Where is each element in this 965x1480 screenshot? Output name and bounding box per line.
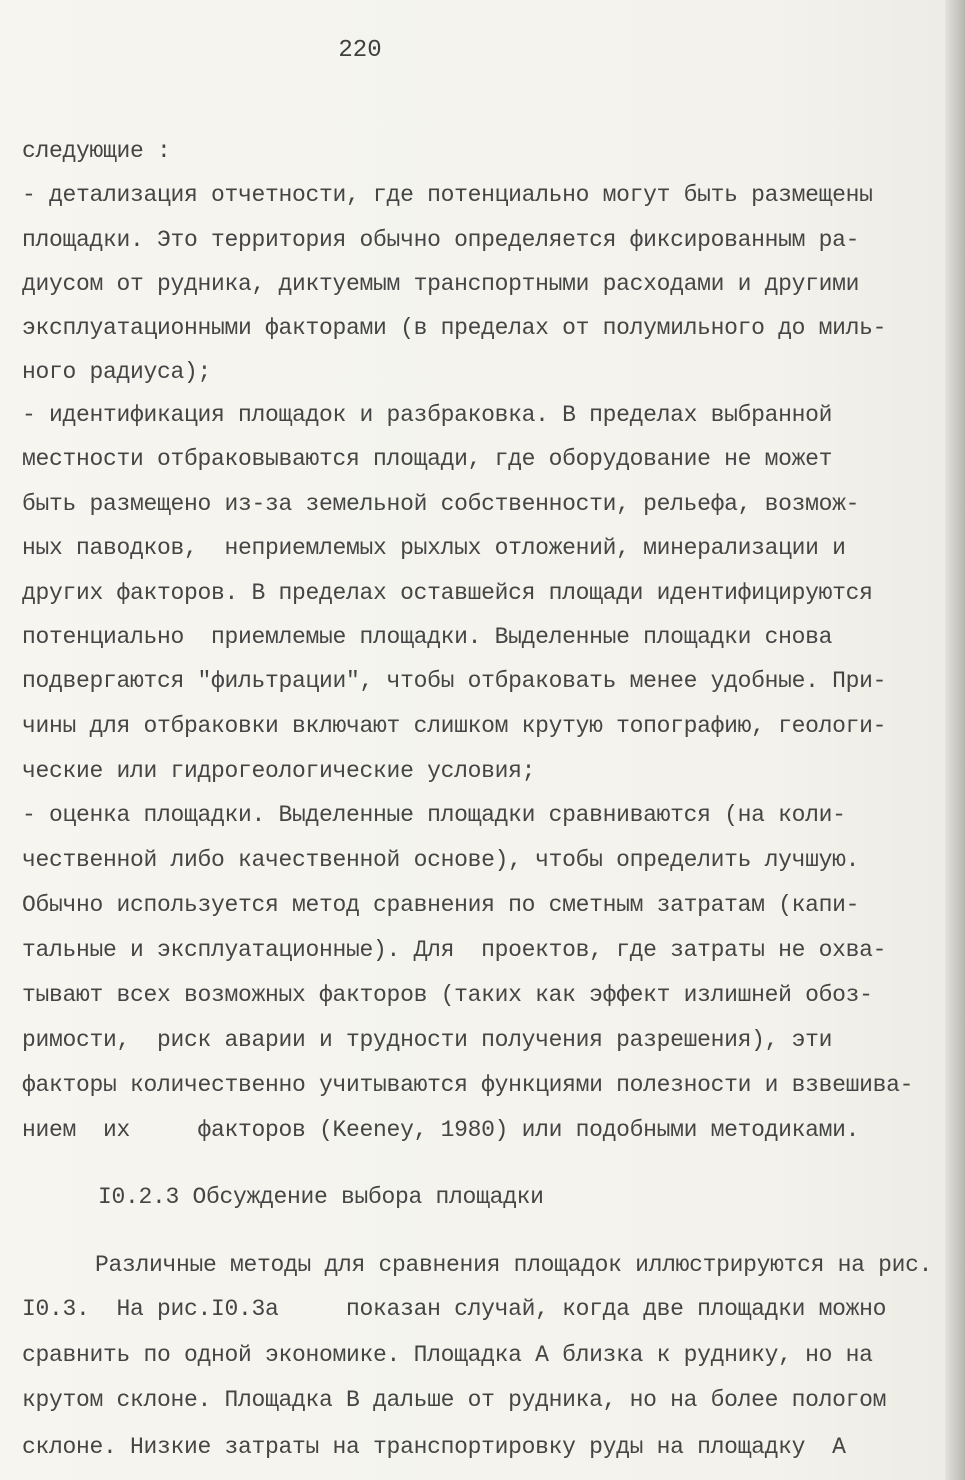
text-line: - идентификация площадок и разбраковка. В пределах выбранной <box>22 402 833 428</box>
text-line: - оценка площадки. Выделенные площадки сравниваются (на коли- <box>22 802 846 828</box>
page-number: 220 <box>338 37 382 64</box>
section-heading: I0.2.3 Обсуждение выбора площадки <box>98 1184 544 1210</box>
text-line: чественной либо качественной основе), чтобы определить лучшую. <box>22 847 860 873</box>
text-line: диусом от рудника, диктуемым транспортными расходами и другими <box>22 271 860 297</box>
text-line: эксплуатационными факторами (в пределах от полумильного до миль- <box>22 315 887 341</box>
text-line: быть размещено из-за земельной собственности, рельефа, возмож- <box>22 491 860 517</box>
text-line: подвергаются "фильтрации", чтобы отбраковать менее удобные. При- <box>22 668 887 694</box>
text-line: потенциально приемлемые площадки. Выделенные площадки снова <box>22 624 833 650</box>
text-line: крутом склоне. Площадка В дальше от рудника, но на более пологом <box>22 1387 887 1413</box>
text-line: римости, риск аварии и трудности получения разрешения), эти <box>22 1027 833 1053</box>
text-line: тывают всех возможных факторов (таких как эффект излишней обоз- <box>22 982 873 1008</box>
text-line: ных паводков, неприемлемых рыхлых отложений, минерализации и <box>22 535 846 561</box>
text-line: тальные и эксплуатационные). Для проектов, где затраты не охва- <box>22 937 887 963</box>
text-line: нием их факторов (Keeney, 1980) или подобными методиками. <box>22 1117 860 1143</box>
text-line: факторы количественно учитываются функциями полезности и взвешива- <box>22 1072 914 1098</box>
text-line: местности отбраковываются площади, где оборудование не может <box>22 446 833 472</box>
text-line: площадки. Это территория обычно определяется фиксированным ра- <box>22 227 860 253</box>
text-line: следующие : <box>22 138 171 164</box>
text-line: - детализация отчетности, где потенциально могут быть размещены <box>22 182 873 208</box>
text-line: других факторов. В пределах оставшейся площади идентифицируются <box>22 580 873 606</box>
text-line: Различные методы для сравнения площадок иллюстрируются на рис. <box>95 1252 933 1278</box>
text-line: ческие или гидрогеологические условия; <box>22 758 536 784</box>
page-edge-shadow <box>945 0 965 1480</box>
text-line: ного радиуса); <box>22 359 212 385</box>
text-line: сравнить по одной экономике. Площадка А близка к руднику, но на <box>22 1342 873 1368</box>
text-line: чины для отбраковки включают слишком крутую топографию, геологи- <box>22 713 887 739</box>
text-line: склоне. Низкие затраты на транспортировку руды на площадку А <box>22 1434 846 1460</box>
text-line: Обычно используется метод сравнения по сметным затратам (капи- <box>22 892 860 918</box>
text-line: I0.3. На рис.I0.3а показан случай, когда две площадки можно <box>22 1296 887 1322</box>
